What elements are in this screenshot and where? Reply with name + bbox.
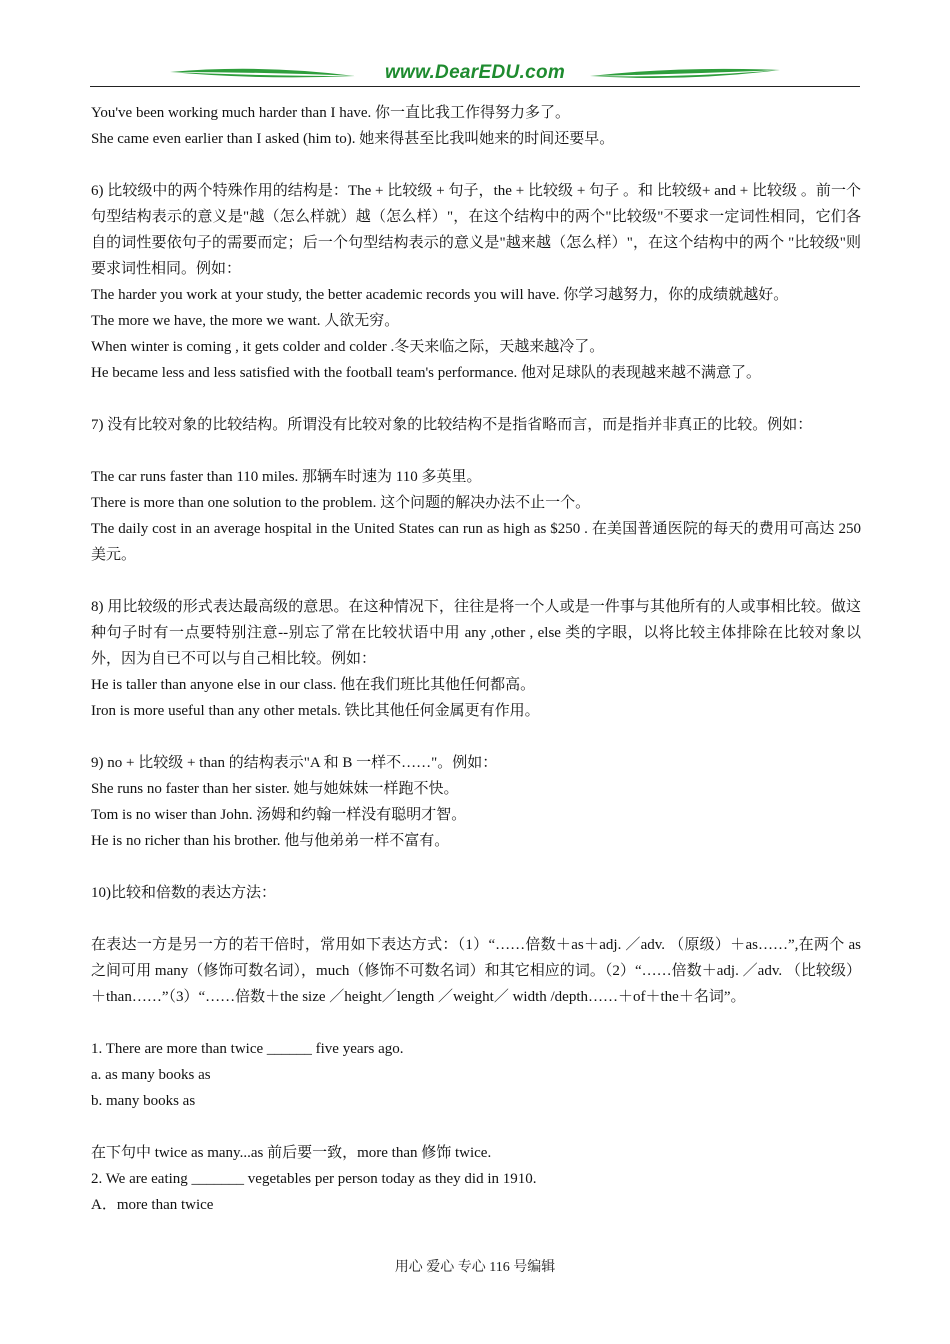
section-10-title: 10)比较和倍数的表达方法： — [91, 885, 276, 901]
blank-line — [91, 854, 861, 880]
blank-line — [91, 152, 861, 178]
header-divider — [90, 86, 860, 87]
example-sentence: When winter is coming , it gets colder and colder .冬天来临之际，天越来越冷了。 — [91, 339, 605, 355]
section-6-paragraph: 6) 比较级中的两个特殊作用的结构是：The + 比较级 + 句子，the + 比较级 + 句子 。和 比较级+ and + 比较级 。前一个句型结构表示的意义是"越（怎么样就）越（怎么样）"，在这个结构中的两个"比较级"不要求一定词性相同，它们各自的词性要依句子的需要而定；后一个句型结构表示的意义是"越来越（怎么样）"，在这个结构中的两个 "比较级"则要求词性相同。例如： — [91, 183, 861, 277]
answer-option: A．more than twice — [91, 1197, 214, 1213]
example-sentence: Tom is no wiser than John. 汤姆和约翰一样没有聪明才智。 — [91, 807, 467, 823]
blank-line — [91, 906, 861, 932]
explanation-note: 在下句中 twice as many...as 前后要一致，more than 修饰 twice. — [91, 1145, 492, 1161]
blank-line — [91, 1114, 861, 1140]
example-sentence: He became less and less satisfied with the football team's performance. 他对足球队的表现越来越不满意了。 — [91, 365, 762, 381]
blank-line — [91, 438, 861, 464]
section-10-paragraph: 在表达一方是另一方的若干倍时，常用如下表达方式：（1）“……倍数＋as＋adj. ／adv. （原级）＋as……”,在两个 as 之间可用 many（修饰可数名词），much（修饰不可数名词）和其它相应的词。（2）“……倍数＋adj. ／adv. （比较级）＋than……”（3）“……倍数＋the size ／height／length ／weight／ width /depth……＋of＋the＋名词”。 — [91, 937, 861, 1005]
page-header — [90, 58, 860, 90]
example-sentence: Iron is more useful than any other metals. 铁比其他任何金属更有作用。 — [91, 703, 540, 719]
example-sentence: There is more than one solution to the problem. 这个问题的解决办法不止一个。 — [91, 495, 591, 511]
answer-option: b. many books as — [91, 1093, 196, 1109]
example-sentence: You've been working much harder than I have. 你一直比我工作得努力多了。 — [91, 105, 571, 121]
example-sentence: She came even earlier than I asked (him to). 她来得甚至比我叫她来的时间还要早。 — [91, 131, 615, 147]
blank-line — [91, 724, 861, 750]
example-sentence: The daily cost in an average hospital in the United States can run as high as $250 . 在美国普通医院的每天的费用可高达 250 美元。 — [91, 521, 861, 563]
section-9-paragraph: 9) no + 比较级 + than 的结构表示"A 和 B 一样不……"。例如： — [91, 755, 498, 771]
section-7-paragraph: 7) 没有比较对象的比较结构。所谓没有比较对象的比较结构不是指省略而言，而是指并非真正的比较。例如： — [91, 417, 813, 433]
example-sentence: He is no richer than his brother. 他与他弟弟一样不富有。 — [91, 833, 450, 849]
example-sentence: She runs no faster than her sister. 她与她妹妹一样跑不快。 — [91, 781, 459, 797]
blank-line — [91, 568, 861, 594]
document-body — [91, 100, 861, 1218]
example-sentence: The more we have, the more we want. 人欲无穷。 — [91, 313, 400, 329]
example-sentence: The car runs faster than 110 miles. 那辆车时速为 110 多英里。 — [91, 469, 482, 485]
example-sentence: He is taller than anyone else in our class. 他在我们班比其他任何都高。 — [91, 677, 536, 693]
question-1: 1. There are more than twice ______ five years ago. — [91, 1041, 404, 1057]
question-2: 2. We are eating _______ vegetables per person today as they did in 1910. — [91, 1171, 537, 1187]
section-8-paragraph: 8) 用比较级的形式表达最高级的意思。在这种情况下，往往是将一个人或是一件事与其他所有的人或事相比较。做这种句子时有一点要特别注意--别忘了常在比较状语中用 any ,other , else 类的字眼，以将比较主体排除在比较对象以外，因为自已不可以与自己相比较。例如： — [91, 599, 861, 667]
page-footer: 用心 爱心 专心 116 号编辑 — [394, 1260, 556, 1275]
blank-line — [91, 386, 861, 412]
example-sentence: The harder you work at your study, the better academic records you will have. 你学习越努力，你的成绩就越好。 — [91, 287, 789, 303]
site-logo-text: www.DearEDU.com — [384, 62, 566, 83]
blank-line — [91, 1010, 861, 1036]
answer-option: a. as many books as — [91, 1067, 211, 1083]
